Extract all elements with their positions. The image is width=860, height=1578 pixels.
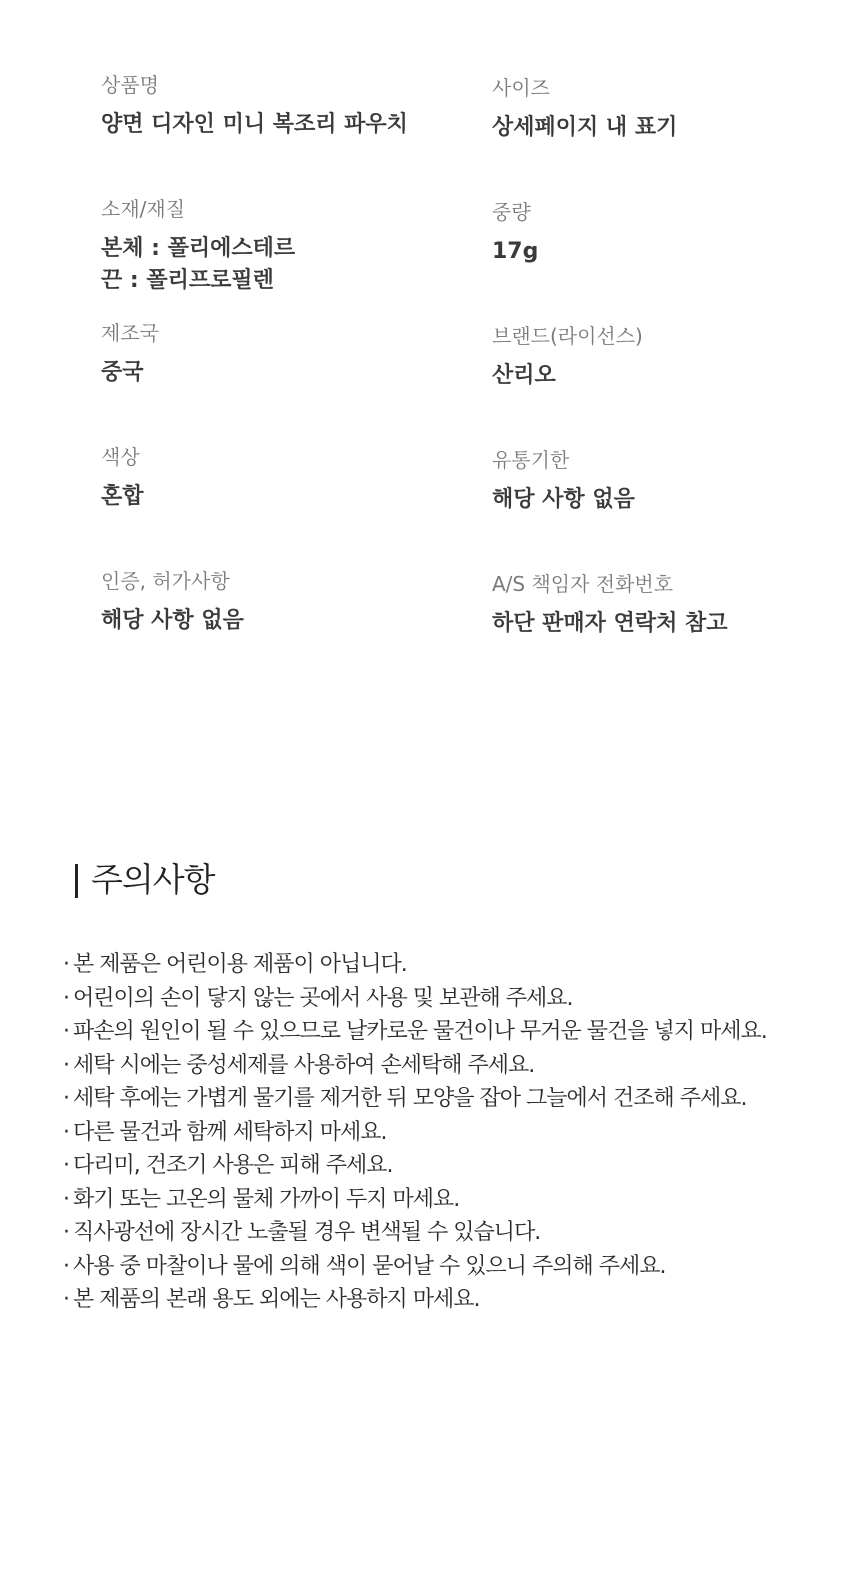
caution-item-text: 본 제품의 본래 용도 외에는 사용하지 마세요. — [73, 1287, 480, 1312]
caution-item — [63, 948, 803, 982]
caution-item-text: 다른 물건과 함께 세탁하지 마세요. — [73, 1119, 387, 1145]
info-label: 유통기한 — [492, 448, 570, 472]
info-cell-size — [492, 73, 860, 144]
caution-heading — [75, 852, 803, 908]
info-row — [101, 318, 781, 442]
bullet-dot: · — [63, 985, 69, 1011]
caution-item-text: 세탁 시에는 중성세제를 사용하여 손세탁해 주세요. — [73, 1052, 535, 1078]
info-value: 하단 판매자 연락처 참고 — [492, 611, 728, 636]
caution-item — [63, 982, 803, 1016]
bullet-dot: · — [63, 1086, 69, 1111]
caution-item — [63, 1250, 803, 1284]
caution-item — [63, 1183, 803, 1217]
info-value: 상세페이지 내 표기 — [492, 115, 678, 140]
caution-item — [63, 1049, 803, 1083]
bullet-dot: · — [63, 1153, 69, 1178]
info-value: 중국 — [101, 360, 144, 385]
caution-item-text: 세탁 후에는 가볍게 물기를 제거한 뒤 모양을 잡아 그늘에서 건조해 주세요. — [73, 1086, 747, 1111]
info-value: 혼합 — [101, 484, 144, 509]
info-value: 해당 사항 없음 — [101, 608, 244, 633]
info-row — [101, 70, 781, 194]
info-value: 산리오 — [492, 363, 556, 388]
info-value: 양면 디자인 미니 복조리 파우치 — [101, 112, 408, 137]
caution-section — [63, 852, 803, 1317]
caution-item — [63, 1149, 803, 1183]
info-cell-weight — [492, 197, 860, 268]
info-value: 해당 사항 없음 — [492, 487, 635, 512]
info-value: 17g — [492, 239, 539, 264]
caution-item-text: 어린이의 손이 닿지 않는 곳에서 사용 및 보관해 주세요. — [73, 985, 573, 1011]
title-bar-divider — [75, 864, 78, 898]
caution-item — [63, 1116, 803, 1150]
bullet-dot: · — [63, 1287, 69, 1312]
info-label: 제조국 — [101, 321, 159, 345]
info-cell-expiry — [492, 445, 860, 516]
caution-list — [63, 948, 803, 1317]
caution-item — [63, 1082, 803, 1116]
bullet-dot: · — [63, 1052, 69, 1078]
bullet-dot: · — [63, 1253, 69, 1279]
info-cell-certification — [101, 566, 481, 637]
info-value: 본체 : 폴리에스테르 끈 : 폴리프로필렌 — [101, 236, 296, 293]
bullet-dot: · — [63, 952, 69, 977]
caution-item — [63, 1283, 803, 1317]
info-cell-color — [101, 442, 481, 513]
bullet-dot: · — [63, 1220, 69, 1245]
info-label: 소재/재질 — [101, 197, 186, 221]
caution-item-text: 직사광선에 장시간 노출될 경우 변색될 수 있습니다. — [73, 1220, 541, 1245]
info-cell-as-phone — [492, 569, 860, 640]
caution-title: 주의사항 — [91, 860, 215, 899]
info-row — [101, 566, 781, 690]
info-label: 중량 — [492, 200, 531, 224]
info-label: 사이즈 — [492, 76, 550, 100]
bullet-dot: · — [63, 1019, 69, 1044]
info-label: 색상 — [101, 445, 140, 469]
caution-item — [63, 1216, 803, 1250]
caution-item-text: 본 제품은 어린이용 제품이 아닙니다. — [73, 952, 407, 977]
bullet-dot: · — [63, 1119, 69, 1145]
info-cell-country — [101, 318, 481, 389]
info-label: 인증, 허가사항 — [101, 569, 230, 593]
product-info-table — [101, 70, 781, 690]
caution-item — [63, 1015, 803, 1049]
info-cell-material — [101, 194, 481, 297]
info-label: 브랜드(라이선스) — [492, 324, 643, 348]
caution-item-text: 다리미, 건조기 사용은 피해 주세요. — [73, 1153, 393, 1178]
caution-item-text: 화기 또는 고온의 물체 가까이 두지 마세요. — [73, 1186, 460, 1212]
bullet-dot: · — [63, 1186, 69, 1212]
info-row — [101, 194, 781, 318]
caution-item-text: 사용 중 마찰이나 물에 의해 색이 묻어날 수 있으니 주의해 주세요. — [73, 1253, 666, 1279]
info-row — [101, 442, 781, 566]
info-label: 상품명 — [101, 73, 159, 97]
info-cell-product-name — [101, 70, 481, 141]
info-label: A/S 책임자 전화번호 — [492, 572, 674, 596]
caution-item-text: 파손의 원인이 될 수 있으므로 날카로운 물건이나 무거운 물건을 넣지 마세요. — [73, 1019, 767, 1044]
info-cell-brand — [492, 321, 860, 392]
